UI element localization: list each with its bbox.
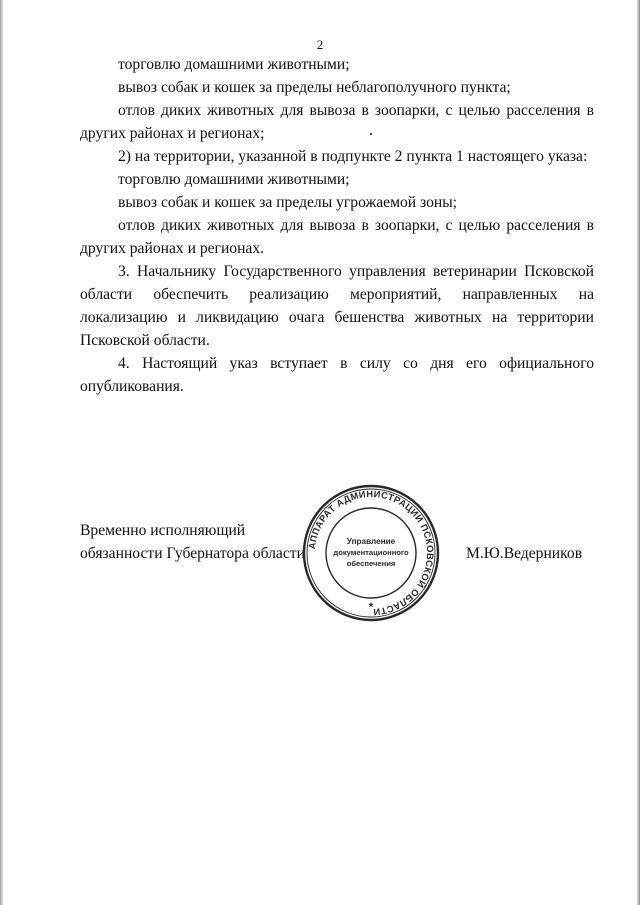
stamp-center-line2: документационного [333, 548, 409, 557]
stamp-center-line1: Управление [346, 537, 396, 546]
stamp-center-line3: обеспечения [346, 559, 396, 568]
document-body [80, 53, 594, 398]
paragraph-export-threatened-zone: вывоз собак и кошек за пределы угрожаемой зоны; [118, 194, 458, 211]
paragraph-item-3: 3. Начальнику Государственного управления ветеринарии Псковской области обеспечить реализацию мероприятий, направленных на локализацию и ликвидацию очага бешенства животных на территории Псковской области. [80, 263, 594, 349]
scan-edge-left [0, 0, 3, 905]
paragraph-wild-animals-2: отлов диких животных для вывоза в зоопарки, с целью расселения в других районах и регионах. [80, 217, 594, 257]
signatory-position-line2: обязанности Губернатора области [80, 545, 305, 562]
signatory-position [80, 519, 305, 565]
stamp-ring-text: АППАРАТ АДМИНИСТРАЦИИ ПСКОВСКОЙ ОБЛАСТИ [307, 488, 436, 618]
paragraph-item-4: 4. Настоящий указ вступает в силу со дня его официального опубликования. [80, 355, 594, 395]
stamp-star-icon: * [368, 600, 374, 614]
page-number: 2 [316, 37, 324, 52]
paragraph-wild-animals-1: отлов диких животных для вывоза в зоопарки, с целью расселения в других районах и регионах; [80, 102, 594, 142]
signatory-name: М.Ю.Ведерников [466, 545, 583, 562]
official-stamp [301, 483, 441, 623]
paragraph-export-unsafe-point: вывоз собак и кошек за пределы неблагополучного пункта; [118, 79, 511, 96]
paragraph-subpoint-2: 2) на территории, указанной в подпункте 2 пункта 1 настоящего указа: [118, 148, 588, 165]
paragraph-trade-pets-2: торговлю домашними животными; [118, 171, 350, 188]
signatory-position-line1: Временно исполняющий [80, 522, 246, 539]
paragraph-trade-pets-1: торговлю домашними животными; [118, 56, 350, 73]
